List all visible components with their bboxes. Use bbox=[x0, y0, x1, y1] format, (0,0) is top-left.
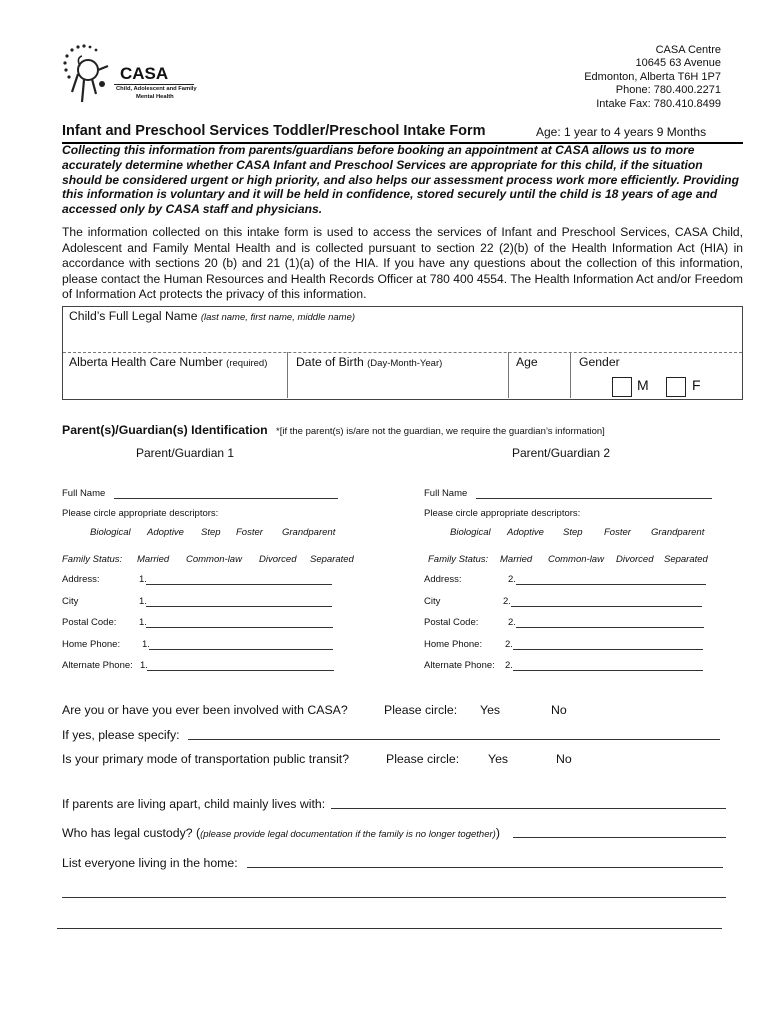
p1-address-label: Address: bbox=[62, 574, 100, 585]
p2-city-label: City bbox=[424, 596, 441, 607]
p2-desc-biological[interactable]: Biological bbox=[450, 527, 491, 538]
parent2-title: Parent/Guardian 2 bbox=[512, 446, 611, 460]
p2-desc-grandparent[interactable]: Grandparent bbox=[651, 527, 705, 538]
gender-m-label: M bbox=[637, 377, 649, 393]
address-line2: 10645 63 Avenue bbox=[635, 57, 721, 70]
casa-logo bbox=[62, 44, 202, 106]
custody-input[interactable] bbox=[513, 837, 726, 838]
p1-status-common-law[interactable]: Common-law bbox=[186, 554, 242, 565]
p1-desc-grandparent[interactable]: Grandparent bbox=[282, 527, 336, 538]
address-line1: CASA Centre bbox=[655, 44, 721, 56]
p2-homephone-input[interactable] bbox=[513, 649, 703, 650]
transit-please-circle: Please circle: bbox=[386, 752, 460, 766]
p1-city-num: 1. bbox=[139, 596, 147, 607]
child-name-field[interactable] bbox=[69, 309, 355, 323]
p2-postal-input[interactable] bbox=[516, 627, 704, 628]
intro-paragraph: Collecting this information from parents/guardians before booking an appointment at CASA allows us to more accurately determine whether CASA Infant and Preschool Services are appropriate for this child, if the situation should be considered urgent or high priority, and also helps our assessment process work more efficiently. Providing this information is voluntary and it will be held in confidence, stored securely until the child is 18 years of age and accessed only by CASA staff and physicians. bbox=[62, 143, 739, 217]
p1-status-divorced[interactable]: Divorced bbox=[259, 554, 297, 565]
p2-status-married[interactable]: Married bbox=[500, 554, 533, 565]
parent1-title: Parent/Guardian 1 bbox=[136, 446, 235, 460]
p2-homephone-num: 2. bbox=[505, 639, 513, 650]
child-name-label: Child’s Full Legal Name bbox=[69, 309, 198, 323]
p2-altphone-input[interactable] bbox=[513, 670, 703, 671]
p1-altphone-label: Alternate Phone: bbox=[62, 660, 133, 671]
p1-city-label: City bbox=[62, 596, 79, 607]
casa-involvement-question: Are you or have you ever been involved with CASA? bbox=[62, 703, 348, 717]
p1-postal-input[interactable] bbox=[146, 627, 333, 628]
p1-postal-num: 1. bbox=[139, 617, 147, 628]
address-line4: Phone: 780.400.2271 bbox=[615, 84, 721, 97]
p1-status-separated[interactable]: Separated bbox=[310, 554, 354, 565]
logo-sub2: Mental Health bbox=[136, 94, 174, 100]
dob-field[interactable] bbox=[296, 355, 442, 369]
logo-sub1: Child, Adolescent and Family bbox=[116, 86, 197, 92]
p1-descriptors-label: Please circle appropriate descriptors: bbox=[62, 508, 219, 519]
p1-homephone-num: 1. bbox=[142, 639, 150, 650]
gender-m-checkbox[interactable] bbox=[612, 377, 632, 397]
household-label: List everyone living in the home: bbox=[62, 856, 238, 870]
age-range: Age: 1 year to 4 years 9 Months bbox=[536, 125, 707, 139]
casa-yes-option[interactable]: Yes bbox=[480, 703, 501, 717]
child-name-hint: (last name, first name, middle name) bbox=[200, 312, 356, 323]
p1-family-status-label: Family Status: bbox=[62, 554, 123, 565]
p2-fullname-input[interactable] bbox=[476, 498, 712, 499]
p1-desc-biological[interactable]: Biological bbox=[90, 527, 131, 538]
p1-address-num: 1. bbox=[139, 574, 147, 585]
p2-altphone-label: Alternate Phone: bbox=[424, 660, 495, 671]
household-input-line3[interactable] bbox=[57, 928, 722, 929]
ahc-hint: (required) bbox=[226, 358, 268, 369]
p1-fullname-input[interactable] bbox=[114, 498, 338, 499]
child-table-divider bbox=[63, 352, 742, 353]
p2-postal-num: 2. bbox=[508, 617, 516, 628]
p2-descriptors-label: Please circle appropriate descriptors: bbox=[424, 508, 581, 519]
lives-with-label: If parents are living apart, child mainly lives with: bbox=[62, 797, 326, 811]
custody-label: Who has legal custody? bbox=[62, 826, 193, 840]
casa-no-option[interactable]: No bbox=[551, 703, 567, 717]
logo-name: CASA bbox=[120, 64, 169, 83]
p2-status-separated[interactable]: Separated bbox=[664, 554, 708, 565]
p1-address-input[interactable] bbox=[146, 584, 332, 585]
specify-label: If yes, please specify: bbox=[62, 728, 180, 742]
privacy-paragraph: The information collected on this intake form is used to access the services of Infant and Preschool Services, CASA Child, Adolescent and Family Mental Health and is collected pursuant to section 22 (2)(b) of the Health Information Act (HIA) in accordance with sections 20 (b) and 21 (1)(a) of the HIA. If you have any questions about the collection of this information, please contact the Human Resources and Health Records Officer at 780 400 4554. The Health Information Act and/or Freedom of Information Act protects the privacy of this information. bbox=[62, 225, 743, 301]
gender-f-label: F bbox=[692, 377, 701, 393]
p2-postal-label: Postal Code: bbox=[424, 617, 479, 628]
gender-label: Gender bbox=[579, 355, 620, 369]
transit-no-option[interactable]: No bbox=[556, 752, 572, 766]
household-input-line2[interactable] bbox=[62, 897, 726, 898]
p2-homephone-label: Home Phone: bbox=[424, 639, 483, 650]
p2-address-input[interactable] bbox=[516, 584, 706, 585]
transit-yes-option[interactable]: Yes bbox=[488, 752, 509, 766]
dob-hint: (Day-Month-Year) bbox=[367, 358, 443, 369]
address-line3: Edmonton, Alberta T6H 1P7 bbox=[584, 70, 721, 83]
age-label: Age bbox=[516, 355, 538, 369]
child-col-sep2 bbox=[508, 352, 509, 398]
household-input-line1[interactable] bbox=[247, 867, 723, 868]
p1-homephone-label: Home Phone: bbox=[62, 639, 121, 650]
p2-fullname-label: Full Name bbox=[424, 488, 468, 499]
gender-f-checkbox[interactable] bbox=[666, 377, 686, 397]
p2-family-status-label: Family Status: bbox=[428, 554, 489, 565]
p2-status-common-law[interactable]: Common-law bbox=[548, 554, 604, 565]
guardians-note: *[if the parent(s) is/are not the guardian, we require the guardian’s information] bbox=[276, 426, 605, 437]
p1-altphone-num: 1. bbox=[140, 660, 148, 671]
p2-address-num: 2. bbox=[508, 574, 516, 585]
address-line5: Intake Fax: 780.410.8499 bbox=[596, 97, 721, 110]
p1-postal-label: Postal Code: bbox=[62, 617, 117, 628]
p1-desc-step[interactable]: Step bbox=[201, 527, 221, 538]
dob-label: Date of Birth bbox=[296, 355, 364, 369]
p1-city-input[interactable] bbox=[146, 606, 332, 607]
logo-rule bbox=[114, 84, 194, 85]
lives-with-input[interactable] bbox=[331, 808, 726, 809]
custody-hint: (please provide legal documentation if the family is no longer together) bbox=[200, 829, 496, 840]
p2-desc-adoptive[interactable]: Adoptive bbox=[507, 527, 544, 538]
p1-status-married[interactable]: Married bbox=[137, 554, 170, 565]
transit-question: Is your primary mode of transportation public transit? bbox=[62, 752, 350, 766]
specify-input[interactable] bbox=[188, 739, 720, 740]
p1-homephone-input[interactable] bbox=[149, 649, 333, 650]
p2-city-input[interactable] bbox=[511, 606, 702, 607]
form-title: Infant and Preschool Services Toddler/Preschool Intake Form bbox=[62, 123, 486, 139]
child-col-sep3 bbox=[570, 352, 571, 398]
child-col-sep1 bbox=[287, 352, 288, 398]
p2-address-label: Address: bbox=[424, 574, 462, 585]
p1-altphone-input[interactable] bbox=[147, 670, 334, 671]
p2-status-divorced[interactable]: Divorced bbox=[616, 554, 654, 565]
p2-altphone-num: 2. bbox=[505, 660, 513, 671]
p1-fullname-label: Full Name bbox=[62, 488, 106, 499]
ahc-label: Alberta Health Care Number bbox=[69, 355, 223, 369]
p2-desc-step[interactable]: Step bbox=[563, 527, 583, 538]
p2-city-num: 2. bbox=[503, 596, 511, 607]
p2-desc-foster[interactable]: Foster bbox=[604, 527, 631, 538]
casa-address bbox=[584, 44, 721, 111]
age-field[interactable] bbox=[516, 355, 538, 369]
casa-please-circle: Please circle: bbox=[384, 703, 458, 717]
p1-desc-foster[interactable]: Foster bbox=[236, 527, 263, 538]
custody-field: Who has legal custody? ((please provide legal documentation if the family is no longer together)) bbox=[62, 826, 500, 840]
guardians-heading: Parent(s)/Guardian(s) Identification bbox=[62, 423, 268, 437]
ahc-field[interactable] bbox=[69, 355, 267, 369]
p1-desc-adoptive[interactable]: Adoptive bbox=[147, 527, 184, 538]
